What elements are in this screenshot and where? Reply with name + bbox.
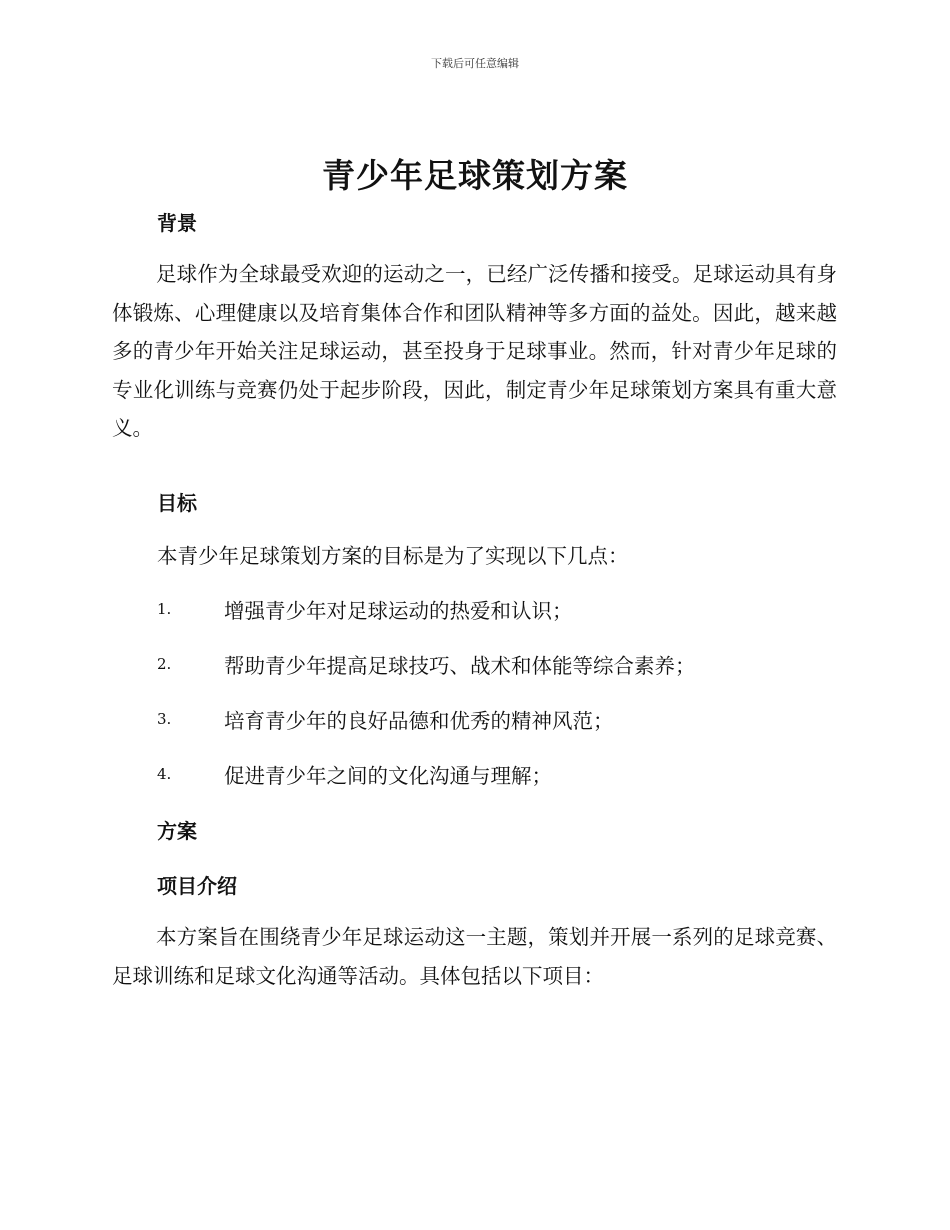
header-note: 下载后可任意编辑 [431, 57, 519, 70]
goals-intro: 本青少年足球策划方案的目标是为了实现以下几点： [157, 544, 629, 568]
section-heading-background: 背景 [157, 211, 197, 235]
document-title: 青少年足球策划方案 [322, 156, 628, 195]
list-number: 1. [157, 600, 172, 618]
section-heading-goals: 目标 [157, 491, 197, 515]
list-text: 帮助青少年提高足球技巧、战术和体能等综合素养； [224, 654, 696, 678]
background-paragraph: 足球作为全球最受欢迎的运动之一，已经广泛传播和接受。足球运动具有身体锻炼、心理健康以及培育集体合作和团队精神等多方面的益处。因此，越来越多的青少年开始关注足球运动，甚至投身于足球事业。然而，针对青少年足球的专业化训练与竞赛仍处于起步阶段，因此，制定青少年足球策划方案具有重大意义。 [112, 262, 837, 440]
plan-paragraph: 本方案旨在围绕青少年足球运动这一主题，策划并开展一系列的足球竞赛、足球训练和足球文化沟通等活动。具体包括以下项目： [112, 925, 837, 988]
list-number: 2. [157, 655, 172, 673]
list-text: 培育青少年的良好品德和优秀的精神风范； [224, 709, 614, 733]
list-text: 增强青少年对足球运动的热爱和认识； [224, 599, 573, 623]
list-text: 促进青少年之间的文化沟通与理解； [224, 764, 552, 788]
list-number: 3. [157, 710, 172, 728]
list-number: 4. [157, 765, 172, 783]
subsection-heading-project-intro: 项目介绍 [157, 874, 237, 898]
section-heading-plan: 方案 [157, 819, 197, 843]
